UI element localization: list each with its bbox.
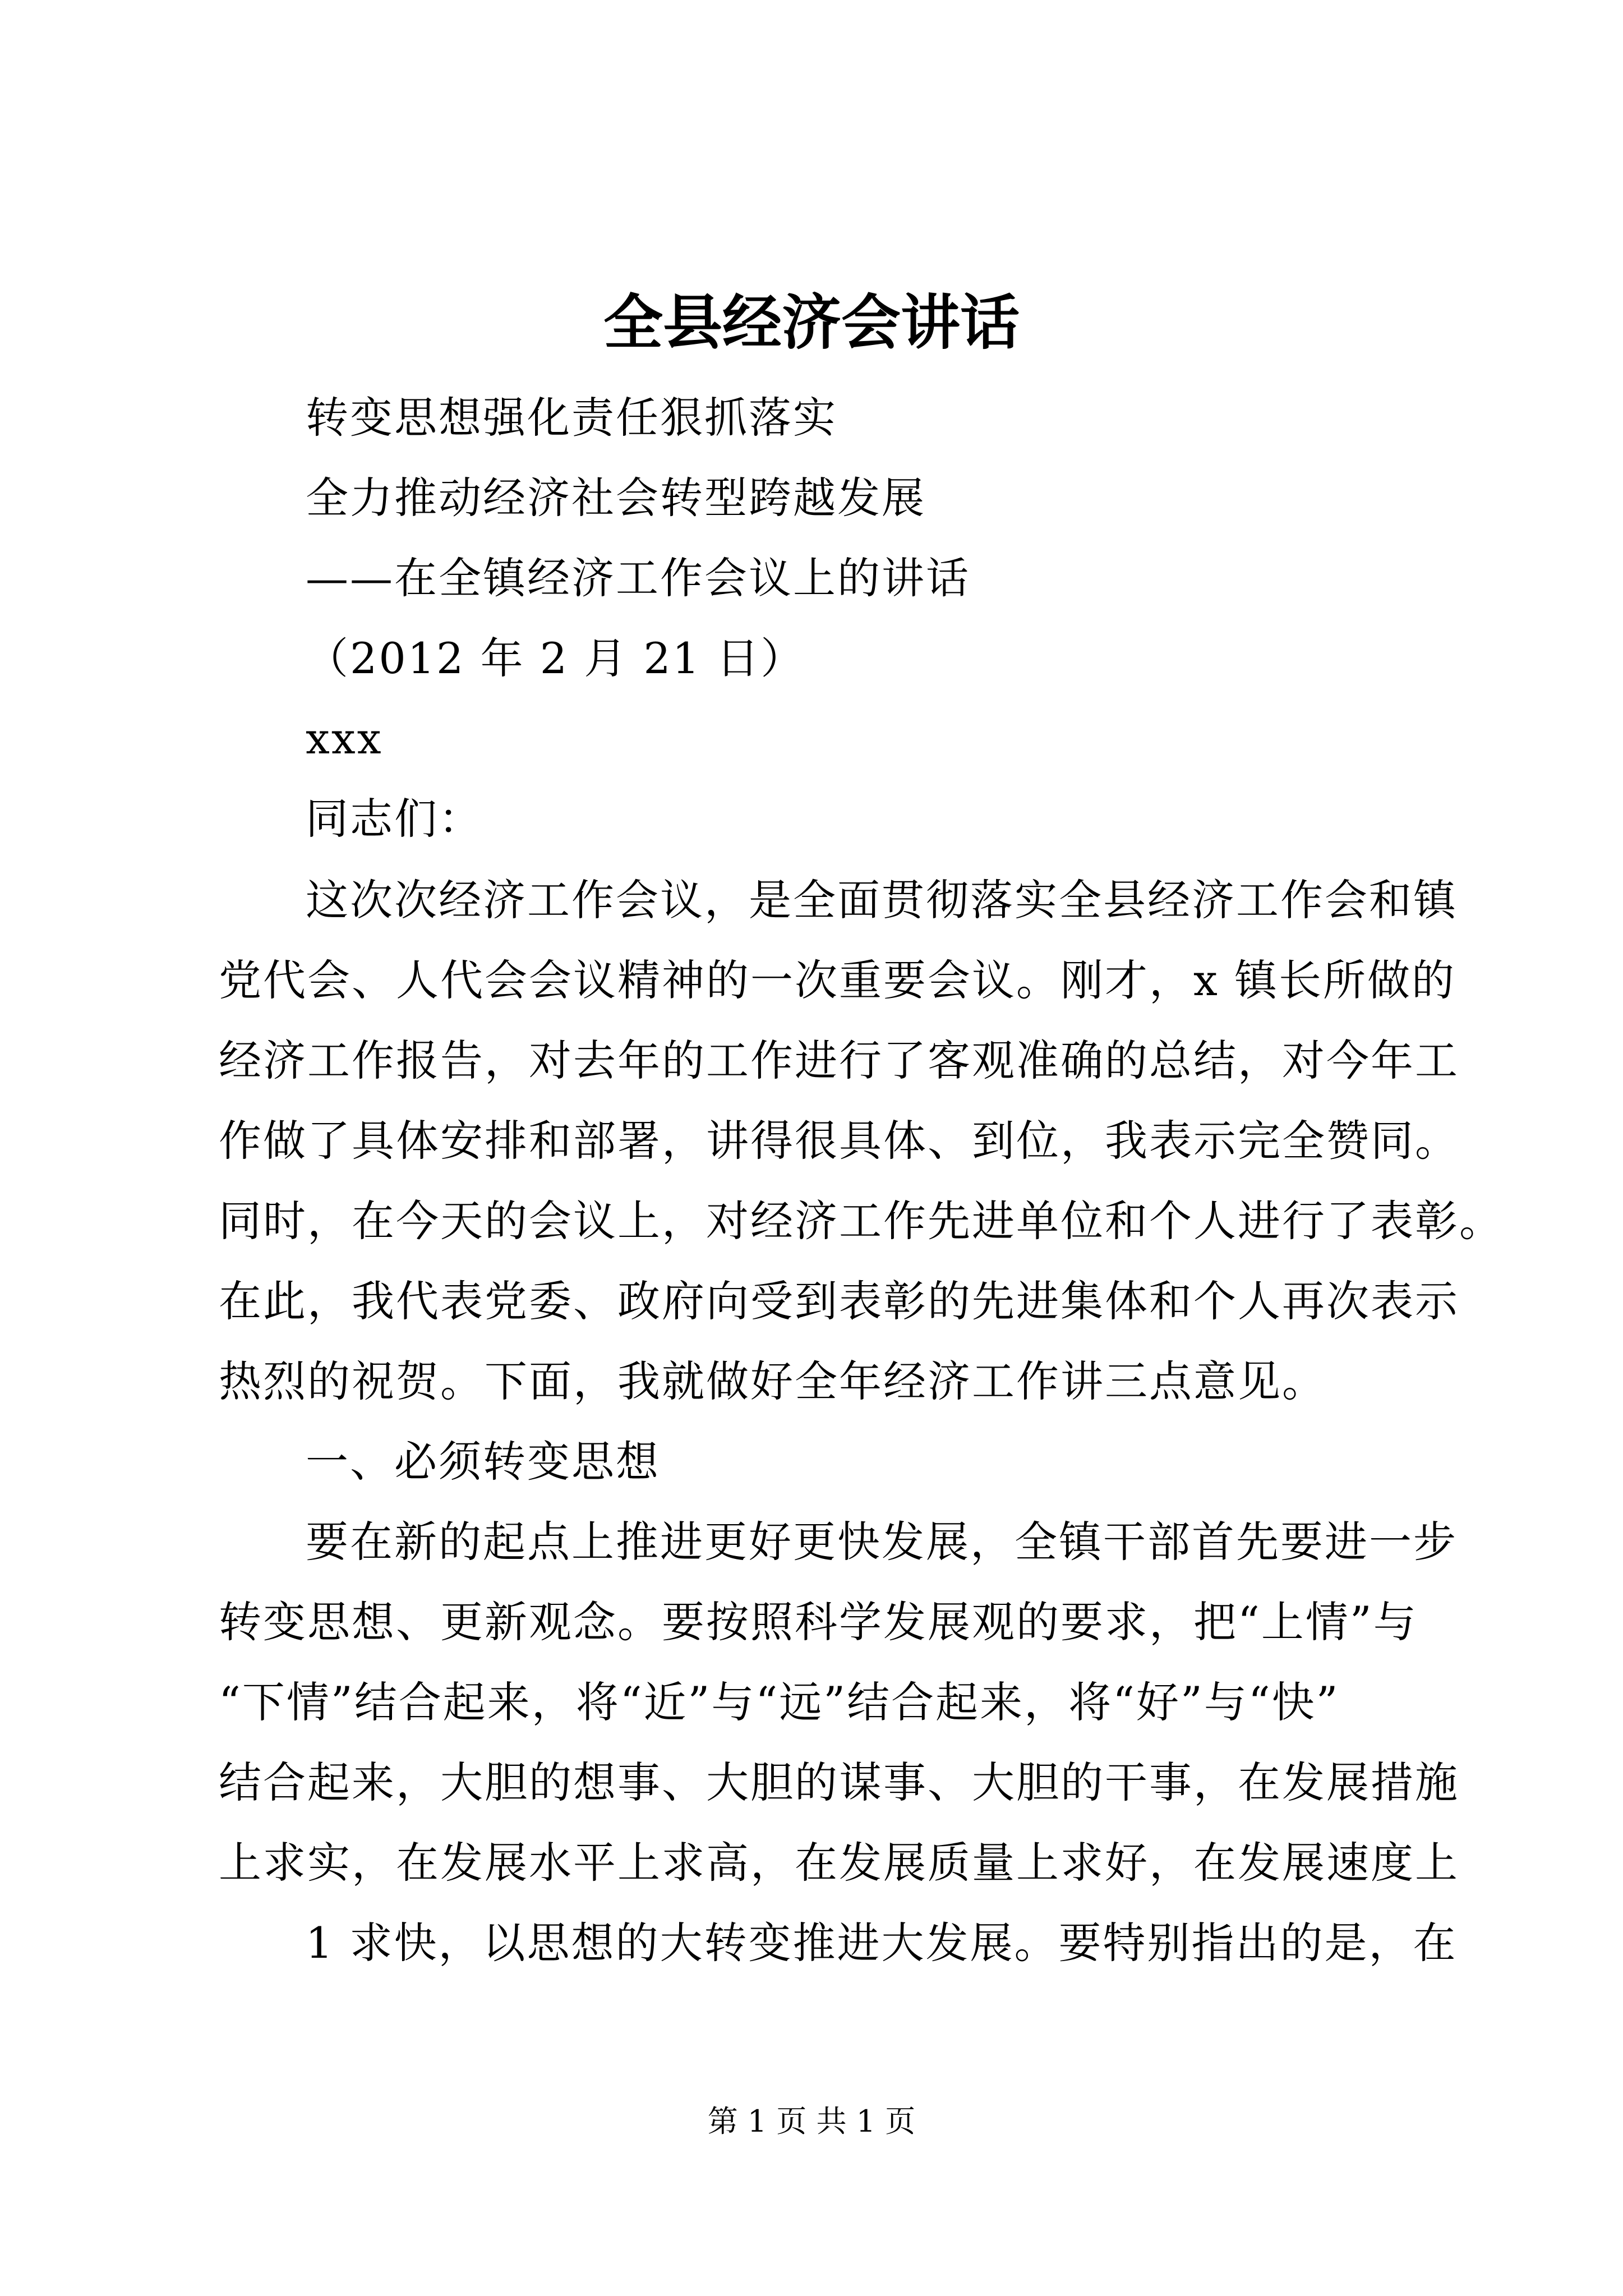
body-line-1: 这次次经济工作会议，是全面贯彻落实全县经济工作会和镇 — [306, 875, 1458, 925]
body-line-8: 要在新的起点上推进更好更快发展，全镇干部首先要进一步 — [306, 1517, 1458, 1567]
subtitle-line-3: ——在全镇经济工作会议上的讲话 — [306, 553, 970, 603]
page-footer: 第 1 页 共 1 页 — [707, 2104, 916, 2139]
body-line-11: 结合起来，大胆的想事、大胆的谋事、大胆的干事，在发展措施 — [219, 1757, 1459, 1807]
speaker-name: xxx — [306, 714, 383, 763]
document-title: 全县经济会讲话 — [603, 287, 1020, 357]
body-line-4: 作做了具体安排和部署，讲得很具体、到位，我表示完全赞同。 — [219, 1116, 1459, 1166]
subtitle-line-2: 全力推动经济社会转型跨越发展 — [306, 473, 926, 523]
body-line-3: 经济工作报告，对去年的工作进行了客观准确的总结，对今年工 — [219, 1036, 1459, 1085]
speech-date: （2012 年 2 月 21 日） — [306, 633, 805, 683]
body-line-9: 转变思想、更新观念。要按照科学发展观的要求，把“上情”与 — [219, 1597, 1418, 1647]
body-line-13: 1 求快，以思想的大转变推进大发展。要特别指出的是，在 — [306, 1918, 1458, 1968]
body-line-7: 热烈的祝贺。下面，我就做好全年经济工作讲三点意见。 — [219, 1356, 1326, 1406]
body-line-10: “下情”结合起来，将“近”与“远”结合起来，将“好”与“快” — [219, 1677, 1340, 1727]
salutation: 同志们： — [306, 794, 483, 844]
body-line-6: 在此，我代表党委、政府向受到表彰的先进集体和个人再次表示 — [219, 1276, 1459, 1326]
subtitle-line-1: 转变思想强化责任狠抓落实 — [306, 393, 837, 443]
section-heading-1: 一、必须转变思想 — [306, 1437, 660, 1487]
body-line-5: 同时，在今天的会议上，对经济工作先进单位和个人进行了表彰。 — [219, 1196, 1504, 1246]
body-line-2: 党代会、人代会会议精神的一次重要会议。刚才，x 镇长所做的 — [219, 955, 1456, 1005]
body-line-12: 上求实，在发展水平上求高，在发展质量上求好，在发展速度上 — [219, 1838, 1459, 1888]
